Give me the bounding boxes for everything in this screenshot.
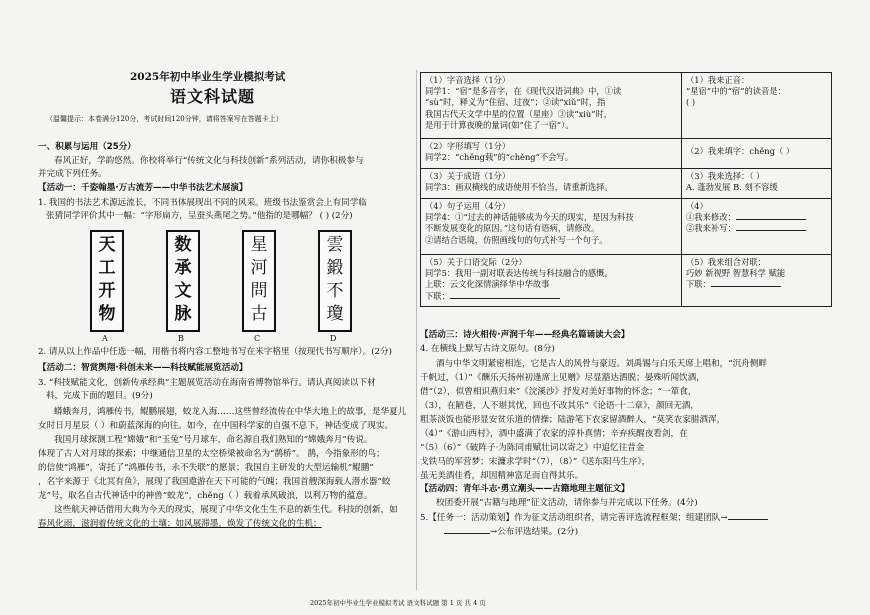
passage-line: 蟒蛾奔月，鸿雁传书，鲲鹏展翅，蛟龙入海……这些曾经流传在中华大地上的故事，是华夏儿 — [54, 407, 407, 417]
task-cell — [421, 199, 682, 255]
cell-line: （5）我来组合对联： — [686, 257, 766, 267]
answer-cell[interactable] — [682, 73, 832, 139]
calligraphy-char: 天 — [98, 235, 116, 255]
task-cell — [421, 139, 682, 169]
question-3: 3. “科技赋能文化，创新传承经典”主题展览活动在海南省博物馆举行。请认真阅读以下材 — [38, 378, 376, 388]
cell-line: 是用于计算夜晚的量词(如“住了一宿”）。 — [425, 119, 574, 130]
question-5 — [420, 513, 768, 525]
answer-cell[interactable] — [682, 139, 832, 169]
calligraphy-a — [90, 230, 124, 332]
poem-line: 酒与中华文明紧密相连，它是古人的风骨与豪迈。刘禹锡与白乐天席上唱和，“沉舟侧畔 — [436, 359, 767, 369]
cell-line: “sù”时，释义为“住宿、过夜”；②读“xiǔ”时，指 — [425, 97, 606, 108]
question-1: 1. 我国的书法艺术源远流长，不同书体展现出不同的风采。班级书法鉴赏会上有同学临 — [38, 198, 367, 208]
section-heading: 一、积累与运用（25分） — [38, 142, 136, 152]
cell-line: （3）关于成语（1分） — [425, 171, 511, 181]
question-5: 校团委开展“古籍与地理”征文活动，请你参与并完成以下任务。(4分) — [436, 498, 698, 508]
question-4: 4. 在横线上默写古诗文原句。(8分) — [420, 344, 555, 354]
cell-line: “星宿”中的“宿”的读音是： — [686, 86, 786, 97]
cell-line: ②请结合语境，仿照画线句的句式补写一个句子。 — [425, 234, 608, 245]
poem-line: （4）”《游山西村》，酒中盛满了农家的淳朴真情；辛弃疾醒夜看剑，在 — [420, 429, 688, 439]
cell-line: （2）字形填写（1分） — [425, 141, 511, 151]
calligraphy-char: 瓊 — [326, 304, 344, 324]
column-divider — [416, 70, 417, 590]
calligraphy-label: D — [330, 334, 337, 343]
calligraphy-c — [242, 230, 276, 332]
table-row — [421, 139, 832, 169]
cell-line: 不断发展变化的原因。”这句话有语病，请修改。 — [425, 223, 600, 234]
task-cell — [421, 169, 682, 199]
table-row — [421, 169, 832, 199]
cell-line: 同学1：“宿”是多音字，在《现代汉语词典》中，①读 — [425, 86, 622, 97]
answer-blank[interactable] — [736, 219, 806, 220]
question-5 — [444, 527, 578, 539]
poem-line: 虽无美酒佳肴，却因精神富足而自得其乐。 — [420, 471, 584, 481]
table-row — [421, 73, 832, 139]
poem-line: （3），在陋巷，人不堪其忧，回也不改其乐”《论语·十二章》，颜回无酒， — [420, 401, 699, 411]
passage-line: 的信使“鸿雁”，寄托了“鸿雁传书，永不失联”的愿景；我国自主研发的大型运输机“鲲鹏” — [38, 463, 374, 473]
cell-line: ②我来补写： — [686, 223, 736, 234]
activity-heading: 【活动三：诗火相传·声润千年——经典名篇诵读大会】 — [420, 330, 630, 340]
cell-line: （4） — [686, 201, 708, 211]
passage-line: 龙”号，取名自古代神话中的神兽“蛟龙”，chěng（ ）载着承风破浪，以利万物的蕴意。 — [38, 491, 373, 501]
calligraphy-d — [318, 230, 352, 332]
calligraphy-b — [166, 230, 200, 332]
calligraphy-char: 星 — [250, 235, 268, 255]
exam-notice: （温馨提示：本卷满分120分，考试时间120分钟，请将答案写在答题卡上） — [46, 115, 283, 123]
cell-line: 同学3：画双横线的成语使用不恰当，请重新选择。 — [425, 182, 613, 193]
calligraphy-char: 开 — [98, 281, 116, 301]
cell-line: ①我来修改： — [686, 212, 736, 223]
passage-line: ，名字来源于《北冥有鱼》，展现了我国遨游在天下可能的气魄；我国首艘深海载人潜水器“蛟 — [38, 477, 391, 487]
answer-cell[interactable] — [682, 199, 832, 255]
cell-line: 下联： — [686, 279, 711, 290]
cell-line: 上联：云文化深情演绎华中华故事 — [425, 279, 550, 290]
calligraphy-char: 承 — [174, 258, 192, 278]
task-cell — [421, 255, 682, 307]
page-footer: 2025年初中毕业生学业模拟考试 语文科试题 第 1 页 共 4 页 — [310, 599, 486, 607]
answer-cell[interactable] — [682, 169, 832, 199]
task-table — [420, 72, 832, 307]
cell-line: 同学5：我用一副对联表达传统与科技融合的感慨。 — [425, 268, 613, 279]
calligraphy-label: B — [178, 334, 184, 343]
cell-line: 我国古代天文学中星的位置（星座）③读“xiù”时， — [425, 108, 613, 119]
activity-heading: 【活动二：智赏舆翔·科创未来——科技赋能展览活动】 — [38, 363, 248, 373]
cell-line: （1）我来正音： — [686, 75, 750, 85]
question-1: 张猜同学评价其中一幅：“字形扁方，呈蚕头燕尾之势。”他指的是哪幅？ ( ) (2分) — [46, 211, 353, 221]
question-2: 2. 请从以上作品中任选一幅，用楷书将内容工整地书写在米字格里（按现代书写顺序）。(2分) — [38, 347, 392, 357]
calligraphy-char: 鍛 — [326, 258, 344, 278]
calligraphy-char: 古 — [250, 304, 268, 324]
calligraphy-char: 不 — [326, 281, 344, 301]
calligraphy-label: C — [254, 334, 261, 343]
cell-line: ( ) — [686, 97, 696, 108]
answer-cell[interactable] — [682, 255, 832, 307]
cell-line: 下联： — [425, 290, 450, 301]
activity-heading: 【活动一：千姿翰墨·万古流芳——中华书法艺术展演】 — [38, 183, 248, 193]
answer-blank[interactable] — [728, 519, 768, 520]
cell-line: （3）我来选择：（ ） — [686, 171, 765, 181]
calligraphy-char: 問 — [250, 281, 268, 301]
calligraphy-char: 工 — [98, 258, 116, 278]
poem-line: 戈铁马的军营梦；宋濂求学时“（7），（8）”《送东阳马生序》， — [420, 457, 651, 467]
calligraphy-char: 河 — [250, 258, 268, 278]
subject-title: 语文科试题 — [170, 87, 256, 106]
poem-line: 借“（2），似曾相识燕归来”《浣溪沙》抒发对美好事物的怀念；“一箪食， — [420, 387, 697, 397]
calligraphy-char: 脉 — [174, 304, 192, 324]
poem-line: 千帆过，（1）”《酬乐天扬州初逢席上见赠》尽显豁达洒脱；晏殊听闻饮酒， — [420, 373, 705, 383]
question-5-text: 5.【任务一：活动策划】作为征文活动组织者，请完善评选流程框架；组建团队→ — [420, 513, 728, 523]
task-cell — [421, 73, 682, 139]
answer-blank[interactable] — [711, 286, 781, 287]
calligraphy-char: 物 — [98, 304, 116, 324]
answer-blank[interactable] — [444, 533, 490, 534]
calligraphy-char: 雲 — [326, 235, 344, 255]
table-row — [421, 199, 832, 255]
activity-heading: 【活动四：青年斗志·勇立潮头——古籍地理主题征文】 — [420, 484, 630, 494]
passage-line: 我国月球探测工程“嫦娥”和“玉兔”号月球车，命名源自我们熟知的“嫦娥奔月”传说。 — [54, 435, 373, 445]
cell-line: 同学4：①“过去的神话能够成为今天的现实，是因为科技 — [425, 212, 634, 223]
cell-line: （2）我来填字：chěng（ ） — [686, 146, 795, 156]
question-3: 料，完成下面的题目。(9分) — [46, 391, 153, 401]
intro-line: 并完成下列任务。 — [38, 169, 107, 179]
cell-line: A. 蓬勃发展 B. 刻不容缓 — [686, 182, 778, 193]
question-5-text: →公布评选结果。(2分) — [490, 527, 579, 537]
cell-line: （4）句子运用（4分） — [425, 201, 511, 211]
passage-line: 女时日月星辰（ ）和蔚蓝深海的向往。如今，在中国科学家的自强不息下，神话变成了现实。 — [38, 421, 394, 431]
passage-line: 体现了古人对月球的探索；中继通信卫星的太空桥梁被命名为“鹊桥”。 鹊，今指象形的鸟； — [38, 449, 385, 459]
answer-blank[interactable] — [450, 298, 560, 299]
passage-line: 春风化雨，滋润着传统文化的土壤；如风展滞墨，焕发了传统文化的生机； — [38, 519, 322, 529]
cell-line: （1）字音选择（1分） — [425, 75, 511, 85]
poem-line: “（5）（6）”《破阵子·为陈同甫赋壮词以寄之》中追忆往昔金 — [420, 443, 645, 453]
exam-title: 2025年初中毕业生学业模拟考试 — [130, 71, 286, 83]
table-row — [421, 255, 832, 307]
calligraphy-char: 数 — [174, 235, 192, 255]
cell-line: （5）关于口语交际（2分） — [425, 257, 527, 267]
intro-line: 春风正好，学韵悠然。你校将举行“传统文化与科技创新”系列活动，请你积极参与 — [54, 156, 364, 166]
calligraphy-label: A — [102, 334, 108, 343]
answer-blank[interactable] — [736, 230, 806, 231]
calligraphy-char: 文 — [174, 281, 192, 301]
cell-line: 同学2：“chěng载”的“chěng”不会写。 — [425, 152, 574, 163]
cell-line: 巧妙 新视野 智慧科学 赋能 — [686, 268, 786, 279]
poem-line: 粗茶淡饭也能形显安贫乐道的情操；陆游笔下农家留酒醉人，“莫笑农家腊酒浑， — [420, 415, 726, 425]
passage-line: 这些航天神话借用大典为今天的现实，展现了中华文化生生不息的新生代。科技的创新，如 — [54, 505, 398, 515]
